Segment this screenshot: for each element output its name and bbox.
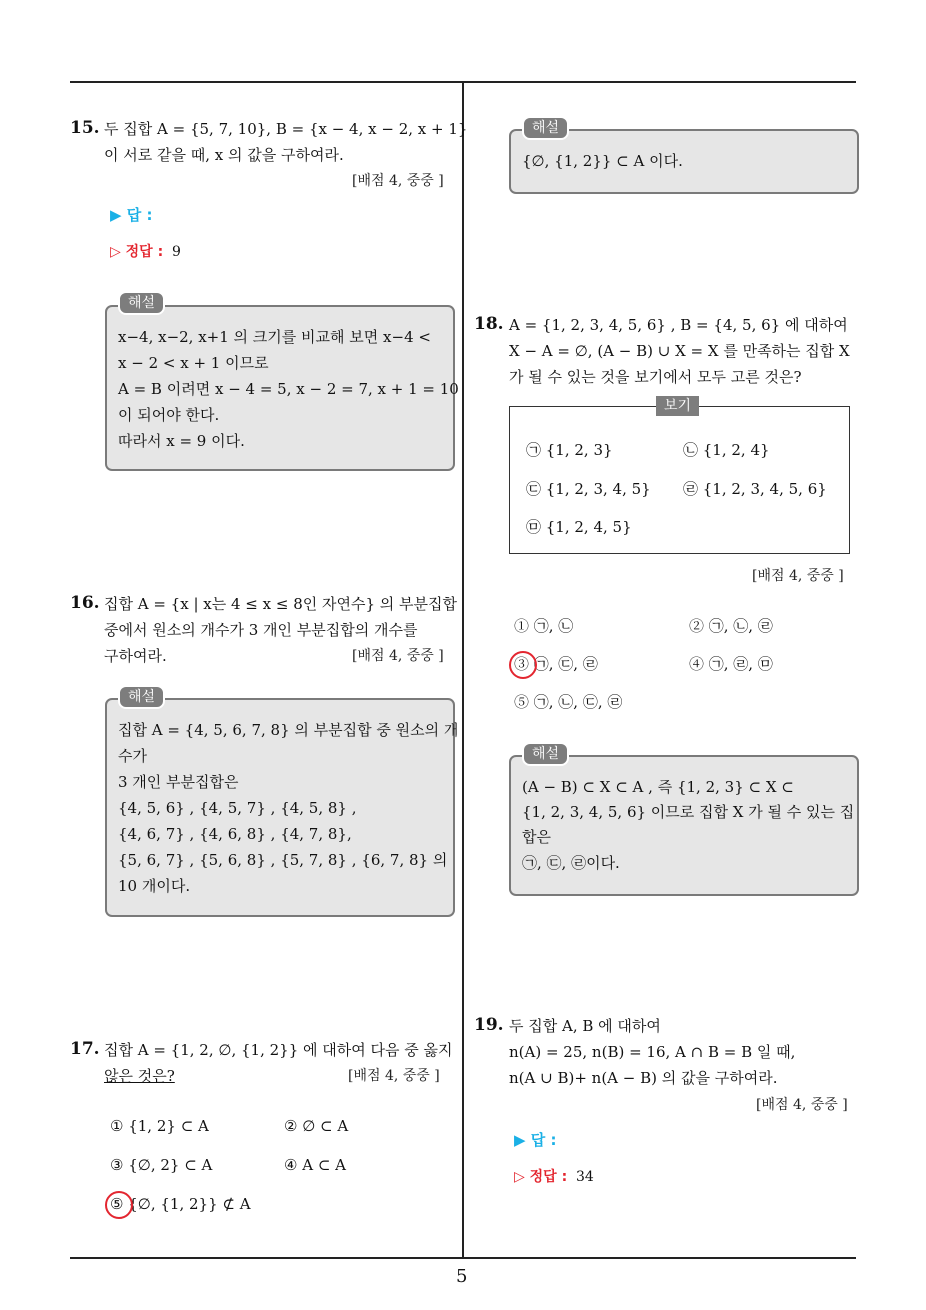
q17-number: 17. <box>70 1039 100 1059</box>
correct-value: 9 <box>171 244 181 260</box>
q18-choice-3[interactable]: ③ ㉠, ㉢, ㉣ <box>514 655 598 673</box>
q15-expl-1: x−4, x−2, x+1 의 크기를 비교해 보면 x−4 < <box>118 328 431 346</box>
q18-bogi-tag: 보기 <box>656 396 699 416</box>
bottom-rule <box>70 1257 856 1259</box>
q15-line1: 두 집합 A = {5, 7, 10}, B = {x − 4, x − 2, x + 1} <box>104 120 468 138</box>
q16-number: 16. <box>70 593 100 613</box>
q15-expl-4: 이 되어야 한다. <box>118 406 220 424</box>
q17-choice-5[interactable]: ⑤ {∅, {1, 2}} ⊄ A <box>110 1195 251 1213</box>
q16-line3: 구하여라. <box>104 647 167 665</box>
q16-line2: 중에서 원소의 개수가 3 개인 부분집합의 개수를 <box>104 621 418 639</box>
q15-explanation-tag: 해설 <box>118 291 165 315</box>
q17-explanation-tag: 해설 <box>522 116 569 140</box>
q18-line3: 가 될 수 있는 것을 보기에서 모두 고른 것은? <box>509 368 802 386</box>
q18-expl-2: {1, 2, 3, 4, 5, 6} 이므로 집합 X 가 될 수 있는 집 <box>522 803 855 821</box>
correct-label: ▷ 정답 : <box>514 1169 568 1185</box>
q16-line1: 집합 A = {x | x는 4 ≤ x ≤ 8인 자연수} 의 부분집합 <box>104 595 458 613</box>
correct-label: ▷ 정답 : <box>110 244 164 260</box>
q19-line1: 두 집합 A, B 에 대하여 <box>509 1017 661 1035</box>
q16-expl-4: {4, 5, 6} , {4, 5, 7} , {4, 5, 8} , <box>118 799 357 817</box>
q17-choice-4[interactable]: ④ A ⊂ A <box>284 1156 346 1174</box>
q19-correct <box>514 1166 594 1187</box>
q18-choice-2[interactable]: ② ㉠, ㉡, ㉣ <box>689 617 773 635</box>
q18-choice-4[interactable]: ④ ㉠, ㉣, ㉤ <box>689 655 773 673</box>
q15-number: 15. <box>70 118 100 138</box>
page-number: 5 <box>456 1266 468 1287</box>
q18-expl-4: ㉠, ㉢, ㉣이다. <box>522 854 620 872</box>
q18-bogi-5: ㉤ {1, 2, 4, 5} <box>526 518 632 536</box>
q17-choice-1[interactable]: ① {1, 2} ⊂ A <box>110 1117 209 1135</box>
q15-expl-5: 따라서 x = 9 이다. <box>118 432 245 450</box>
q16-explanation-tag: 해설 <box>118 685 165 709</box>
q19-line2: n(A) = 25, n(B) = 16, A ∩ B = B 일 때, <box>509 1043 796 1061</box>
q18-choice-1[interactable]: ① ㉠, ㉡ <box>514 617 574 635</box>
q17-answer-circle-mark <box>105 1191 133 1219</box>
q15-line2: 이 서로 같을 때, x 의 값을 구하여라. <box>104 146 344 164</box>
q19-answer-prompt[interactable]: ▶ 답 : <box>514 1131 557 1149</box>
q18-bogi-4: ㉣ {1, 2, 3, 4, 5, 6} <box>683 480 827 498</box>
q16-expl-2: 수가 <box>118 747 147 765</box>
q17-line2: 않은 것은? <box>104 1067 175 1085</box>
q18-score: [배점 4, 중중 ] <box>752 568 844 584</box>
q19-score: [배점 4, 중중 ] <box>756 1097 848 1113</box>
q15-correct <box>110 241 181 262</box>
q15-expl-3: A = B 이려면 x − 4 = 5, x − 2 = 7, x + 1 = 10 <box>118 380 459 398</box>
q16-expl-5: {4, 6, 7} , {4, 6, 8} , {4, 7, 8}, <box>118 825 352 843</box>
q17-score: [배점 4, 중중 ] <box>348 1068 440 1084</box>
q18-expl-1: (A − B) ⊂ X ⊂ A , 즉 {1, 2, 3} ⊂ X ⊂ <box>522 778 794 796</box>
q18-line2: X − A = ∅, (A − B) ∪ X = X 를 만족하는 집합 X <box>509 342 850 360</box>
q17-line1: 집합 A = {1, 2, ∅, {1, 2}} 에 대하여 다음 중 옳지 <box>104 1041 453 1059</box>
q18-explanation-tag: 해설 <box>522 742 569 766</box>
q16-expl-1: 집합 A = {4, 5, 6, 7, 8} 의 부분집합 중 원소의 개 <box>118 721 459 739</box>
q18-line1: A = {1, 2, 3, 4, 5, 6} , B = {4, 5, 6} 에 대하여 <box>509 316 848 334</box>
q16-score: [배점 4, 중중 ] <box>352 648 444 664</box>
q18-bogi-2: ㉡ {1, 2, 4} <box>683 441 770 459</box>
q17-choice-3[interactable]: ③ {∅, 2} ⊂ A <box>110 1156 213 1174</box>
q18-bogi-1: ㉠ {1, 2, 3} <box>526 441 613 459</box>
q19-line3: n(A ∪ B)+ n(A − B) 의 값을 구하여라. <box>509 1069 778 1087</box>
q19-number: 19. <box>474 1015 504 1035</box>
q18-expl-3: 합은 <box>522 828 551 846</box>
q18-choice-5[interactable]: ⑤ ㉠, ㉡, ㉢, ㉣ <box>514 693 623 711</box>
q18-answer-circle-mark <box>509 651 537 679</box>
q16-expl-3: 3 개인 부분집합은 <box>118 773 239 791</box>
q18-number: 18. <box>474 314 504 334</box>
q15-answer-prompt[interactable]: ▶ 답 : <box>110 206 153 224</box>
correct-value: 34 <box>575 1169 594 1185</box>
q15-expl-2: x − 2 < x + 1 이므로 <box>118 354 269 372</box>
q17-expl: {∅, {1, 2}} ⊂ A 이다. <box>522 152 683 170</box>
column-divider <box>462 83 464 1259</box>
q16-expl-7: 10 개이다. <box>118 877 191 895</box>
q17-choice-2[interactable]: ② ∅ ⊂ A <box>284 1117 349 1135</box>
q18-bogi-3: ㉢ {1, 2, 3, 4, 5} <box>526 480 651 498</box>
q16-expl-6: {5, 6, 7} , {5, 6, 8} , {5, 7, 8} , {6, 7, 8} 의 <box>118 851 448 869</box>
q15-score: [배점 4, 중중 ] <box>352 173 444 189</box>
